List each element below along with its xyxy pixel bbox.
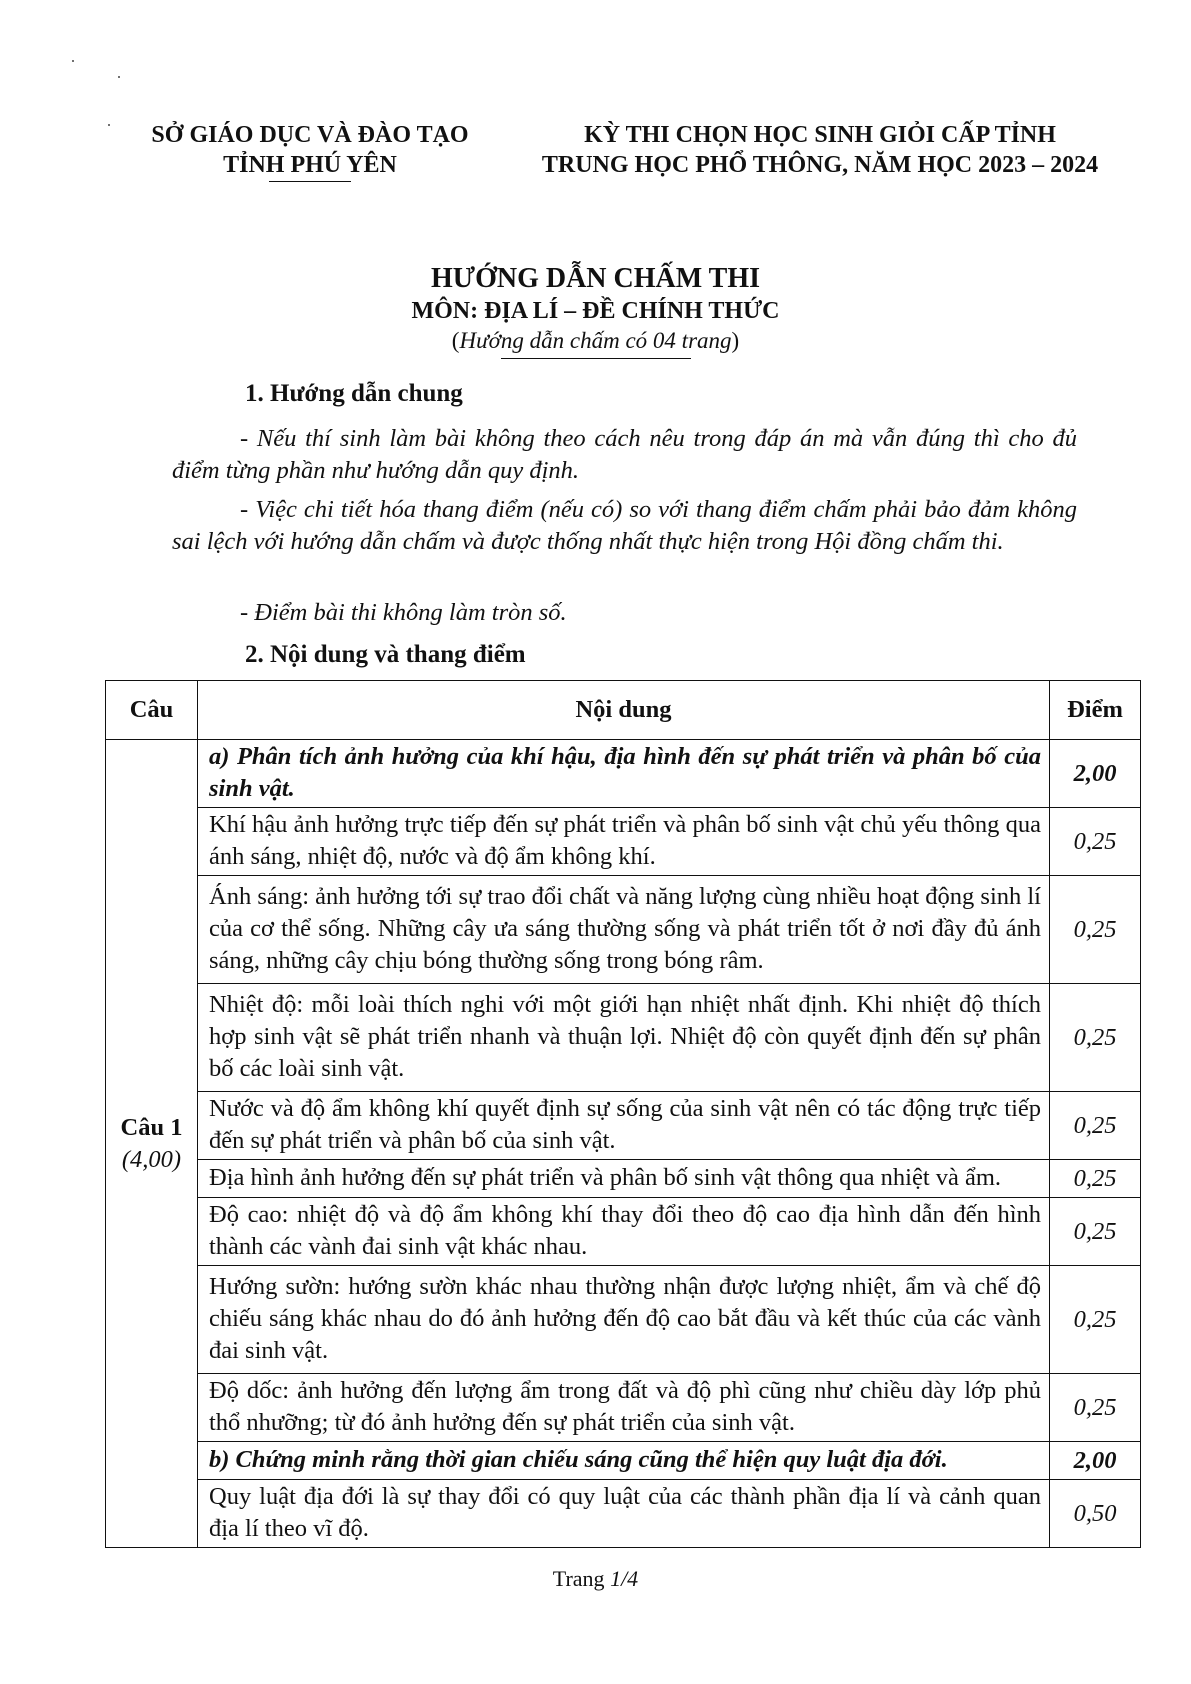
header-divider [269,181,351,182]
table-row [106,984,1141,1092]
general-rule-paragraph [172,423,1077,487]
scan-speck [108,124,110,126]
table-row [106,1374,1141,1442]
general-rule-paragraph [172,597,1077,629]
page-number: 1/4 [610,1566,639,1591]
scan-speck [72,60,74,62]
title-block [0,262,1191,359]
header-department [140,120,480,182]
row-score: 0,25 [1050,876,1141,984]
scan-speck [118,76,120,78]
section-heading-content: 2. Nội dung và thang điểm [245,641,526,668]
question-total-score: (4,00) [121,1145,182,1173]
section-a-heading: a) Phân tích ảnh hưởng của khí hậu, địa hình đến sự phát triển và phân bố của sinh vật. [198,740,1050,808]
general-rule-text: - Điểm bài thi không làm tròn số. [240,599,567,626]
row-content: Độ dốc: ảnh hưởng đến lượng ẩm trong đất và độ phì cũng như chiều dày lớp phủ thổ nhưỡng; từ đó ảnh hưởng đến sự phát triển của sinh vật. [198,1374,1050,1442]
row-score: 0,25 [1050,1266,1141,1374]
header-exam [520,120,1120,180]
row-score: 0,25 [1050,1160,1141,1198]
table-row [106,1442,1141,1480]
general-rule-text: - Nếu thí sinh làm bài không theo cách nêu trong đáp án mà vẫn đúng thì cho đủ điểm từng phần như hướng dẫn quy định. [172,425,1077,484]
row-score: 0,25 [1050,1198,1141,1266]
row-content: Quy luật địa đới là sự thay đổi có quy luật của các thành phần địa lí và cảnh quan địa lí theo vĩ độ. [198,1480,1050,1548]
column-header-content: Nội dung [198,681,1050,740]
table-row [106,1266,1141,1374]
column-header-question: Câu [106,681,198,740]
row-content: Nhiệt độ: mỗi loài thích nghi với một giới hạn nhiệt nhất định. Khi nhiệt độ thích hợp sinh vật sẽ phát triển nhanh và thuận lợi. Nhiệt độ còn quyết định đến sự phân bố các loài sinh vật. [198,984,1050,1092]
page-label: Trang [552,1566,605,1591]
row-score: 0,50 [1050,1480,1141,1548]
row-content: Ánh sáng: ảnh hưởng tới sự trao đổi chất và năng lượng cùng nhiều hoạt động sinh lí của cơ thể sống. Những cây ưa sáng thường sống và phát triển tốt ở nơi đầy đủ ánh sáng, những cây chịu bóng thường sống trong bóng râm. [198,876,1050,984]
row-content: Địa hình ảnh hưởng đến sự phát triển và phân bố sinh vật thông qua nhiệt và ẩm. [198,1160,1050,1198]
question-label: Câu 1 [120,1113,183,1141]
row-score: 0,25 [1050,1374,1141,1442]
page-count-note: (Hướng dẫn chấm có 04 trang) [451,328,740,353]
page-footer [0,1566,1191,1592]
table-row [106,808,1141,876]
section-heading-general: 1. Hướng dẫn chung [245,380,463,407]
row-score: 0,25 [1050,808,1141,876]
row-content: Độ cao: nhiệt độ và độ ẩm không khí thay đổi theo độ cao địa hình dẫn đến hình thành các vành đai sinh vật khác nhau. [198,1198,1050,1266]
title-divider [501,358,691,359]
table-row [106,740,1141,808]
header-exam-name: KỲ THI CHỌN HỌC SINH GIỎI CẤP TỈNH [584,122,1056,148]
table-row [106,1092,1141,1160]
table-row [106,876,1141,984]
table-row [106,1198,1141,1266]
page-title: HƯỚNG DẪN CHẤM THI [431,263,760,294]
table-row [106,1480,1141,1548]
general-rule-text: - Việc chi tiết hóa thang điểm (nếu có) so với thang điểm chấm phải bảo đảm không sai lệch với hướng dẫn chấm và được thống nhất thực hiện trong Hội đồng chấm thi. [172,496,1077,555]
page-count-note-text: Hướng dẫn chấm có 04 trang [459,328,732,353]
column-header-score: Điểm [1050,681,1141,740]
table-header-row [106,681,1141,740]
row-content: Nước và độ ẩm không khí quyết định sự sống của sinh vật nên có tác động trực tiếp đến sự phát triển và phân bố của sinh vật. [198,1092,1050,1160]
table-row [106,1160,1141,1198]
header-exam-year: TRUNG HỌC PHỔ THÔNG, NĂM HỌC 2023 – 2024 [541,152,1099,178]
row-content: Hướng sườn: hướng sườn khác nhau thường nhận được lượng nhiệt, ẩm và chế độ chiếu sáng khác nhau do đó ảnh hưởng đến độ cao bắt đầu và kết thúc của các vành đai sinh vật. [198,1266,1050,1374]
question-cell [106,740,198,1548]
header-province: TỈNH PHÚ YÊN [223,152,397,178]
general-rule-paragraph [172,494,1077,558]
section-a-score: 2,00 [1050,740,1141,808]
section-b-heading: b) Chứng minh rằng thời gian chiếu sáng cũng thể hiện quy luật địa đới. [198,1442,1050,1480]
section-b-score: 2,00 [1050,1442,1141,1480]
header-department-name: SỞ GIÁO DỤC VÀ ĐÀO TẠO [151,122,469,148]
row-content: Khí hậu ảnh hưởng trực tiếp đến sự phát triển và phân bố sinh vật chủ yếu thông qua ánh sáng, nhiệt độ, nước và độ ẩm không khí. [198,808,1050,876]
grading-table [105,680,1141,1548]
row-score: 0,25 [1050,984,1141,1092]
row-score: 0,25 [1050,1092,1141,1160]
subject-line: MÔN: ĐỊA LÍ – ĐỀ CHÍNH THỨC [411,298,780,324]
